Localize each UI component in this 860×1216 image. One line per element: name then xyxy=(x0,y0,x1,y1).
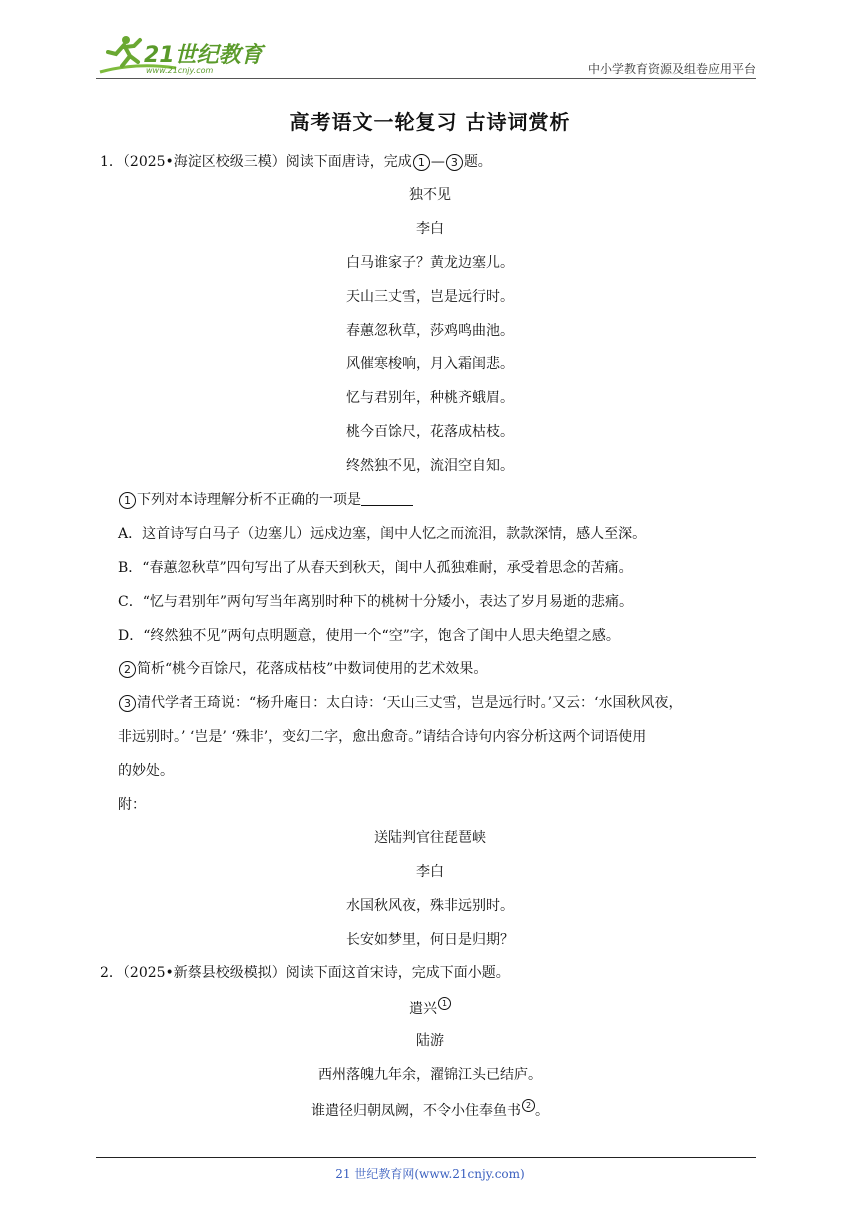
site-name: 中小学教育资源及组卷应用平台 xyxy=(587,62,756,76)
sub-question-1 xyxy=(118,490,413,510)
poem-line: 风催寒梭响，月入霜闺悲。 xyxy=(346,356,514,372)
appendix-poem-title: 送陆判官往琵琶峡 xyxy=(374,830,486,846)
appendix-poem-line: 长安如梦里，何日是归期？ xyxy=(346,932,514,948)
q2-intro xyxy=(100,963,510,983)
sub-question-text: 简析“桃今百馀尺，花落成枯枝”中数词使用的艺术效果。 xyxy=(137,661,488,677)
sub-question-3-cont: 的妙处。 xyxy=(118,763,174,779)
q2-intro-text: （2025•新蔡县校级模拟）阅读下面这首宋诗，完成下面小题。 xyxy=(122,965,510,981)
dash: — xyxy=(430,154,445,170)
runner-logo-icon xyxy=(96,32,266,76)
logo-url: www.21cnjy.com xyxy=(146,66,214,75)
poem-line: 白马谁家子？黄龙边塞儿。 xyxy=(346,255,514,271)
appendix-poem-line: 水国秋风夜，殊非远别时。 xyxy=(346,898,514,914)
sub-question-2 xyxy=(118,659,487,679)
footer-divider xyxy=(96,1157,756,1158)
q1-number: 1． xyxy=(100,154,123,170)
poem-author: 李白 xyxy=(416,221,444,237)
option-c: C．“忆与君别年”两句写当年离别时种下的桃树十分矮小，表达了岁月易逝的悲痛。 xyxy=(118,594,634,610)
footnote-marker: 2 xyxy=(522,1099,535,1112)
footer-link[interactable]: 21 世纪教育网(www.21cnjy.com) xyxy=(335,1167,525,1181)
logo-text: 21世纪教育 xyxy=(144,43,263,68)
circled-number: 1 xyxy=(413,154,430,171)
poem-line: 桃今百馀尺，花落成枯枝。 xyxy=(346,424,514,440)
q2-poem-line-end: 。 xyxy=(535,1103,549,1119)
header-divider xyxy=(96,78,756,79)
sub-question-text: 清代学者王琦说：“杨升庵日：太白诗：‘天山三丈雪，岂是远行时。’又云：‘水国秋风夜， xyxy=(137,695,683,711)
poem-line: 春蕙忽秋草，莎鸡鸣曲池。 xyxy=(346,323,514,339)
poem-title: 独不见 xyxy=(409,187,451,203)
site-logo[interactable] xyxy=(96,32,266,76)
q2-poem-title-text: 遣兴 xyxy=(409,1001,437,1017)
sub-question-3-cont: 非远别时。’ ‘岂是’ ‘殊非’，变幻二字，愈出愈奇。”请结合诗句内容分析这两个词语使用 xyxy=(118,729,647,745)
option-a: A．这首诗写白马子（边塞儿）远戍边塞，闺中人忆之而流泪，款款深情，感人至深。 xyxy=(118,526,647,542)
q2-poem-title xyxy=(0,997,860,1019)
sub-question-text: 下列对本诗理解分析不正确的一项是 xyxy=(137,492,361,508)
circled-number: 2 xyxy=(119,661,136,678)
q2-poem-line-text: 谁遣径归朝凤阙，不令小住奉鱼书 xyxy=(311,1103,521,1119)
option-b: B．“春蕙忽秋草”四句写出了从春天到秋天，闺中人孤独难耐，承受着思念的苦痛。 xyxy=(118,560,633,576)
circled-number: 3 xyxy=(446,154,463,171)
page-header xyxy=(96,32,756,80)
poem-line: 忆与君别年，种桃齐蛾眉。 xyxy=(346,390,514,406)
poem-line: 天山三丈雪，岂是远行时。 xyxy=(346,289,514,305)
sub-question-3 xyxy=(118,693,683,713)
q2-poem-line xyxy=(0,1099,860,1121)
q1-intro xyxy=(100,152,492,172)
q2-number: 2． xyxy=(100,965,123,981)
option-d: D．“终然独不见”两句点明题意，使用一个“空”字，饱含了闺中人思夫绝望之感。 xyxy=(118,628,620,644)
footnote-marker: 1 xyxy=(438,997,451,1010)
answer-blank[interactable] xyxy=(361,491,413,506)
appendix-label: 附： xyxy=(118,797,146,813)
appendix-poem-author: 李白 xyxy=(416,864,444,880)
q1-intro-text: （2025•海淀区校级三模）阅读下面唐诗，完成 xyxy=(122,154,412,170)
q1-intro-end: 题。 xyxy=(463,154,492,170)
q2-poem-author: 陆游 xyxy=(416,1033,444,1049)
page-title: 高考语文一轮复习 古诗词赏析 xyxy=(289,110,571,134)
circled-number: 3 xyxy=(119,695,136,712)
q2-poem-line: 西州落魄九年余，濯锦江头已结庐。 xyxy=(318,1067,542,1083)
circled-number: 1 xyxy=(119,492,136,509)
poem-line: 终然独不见，流泪空自知。 xyxy=(346,458,514,474)
